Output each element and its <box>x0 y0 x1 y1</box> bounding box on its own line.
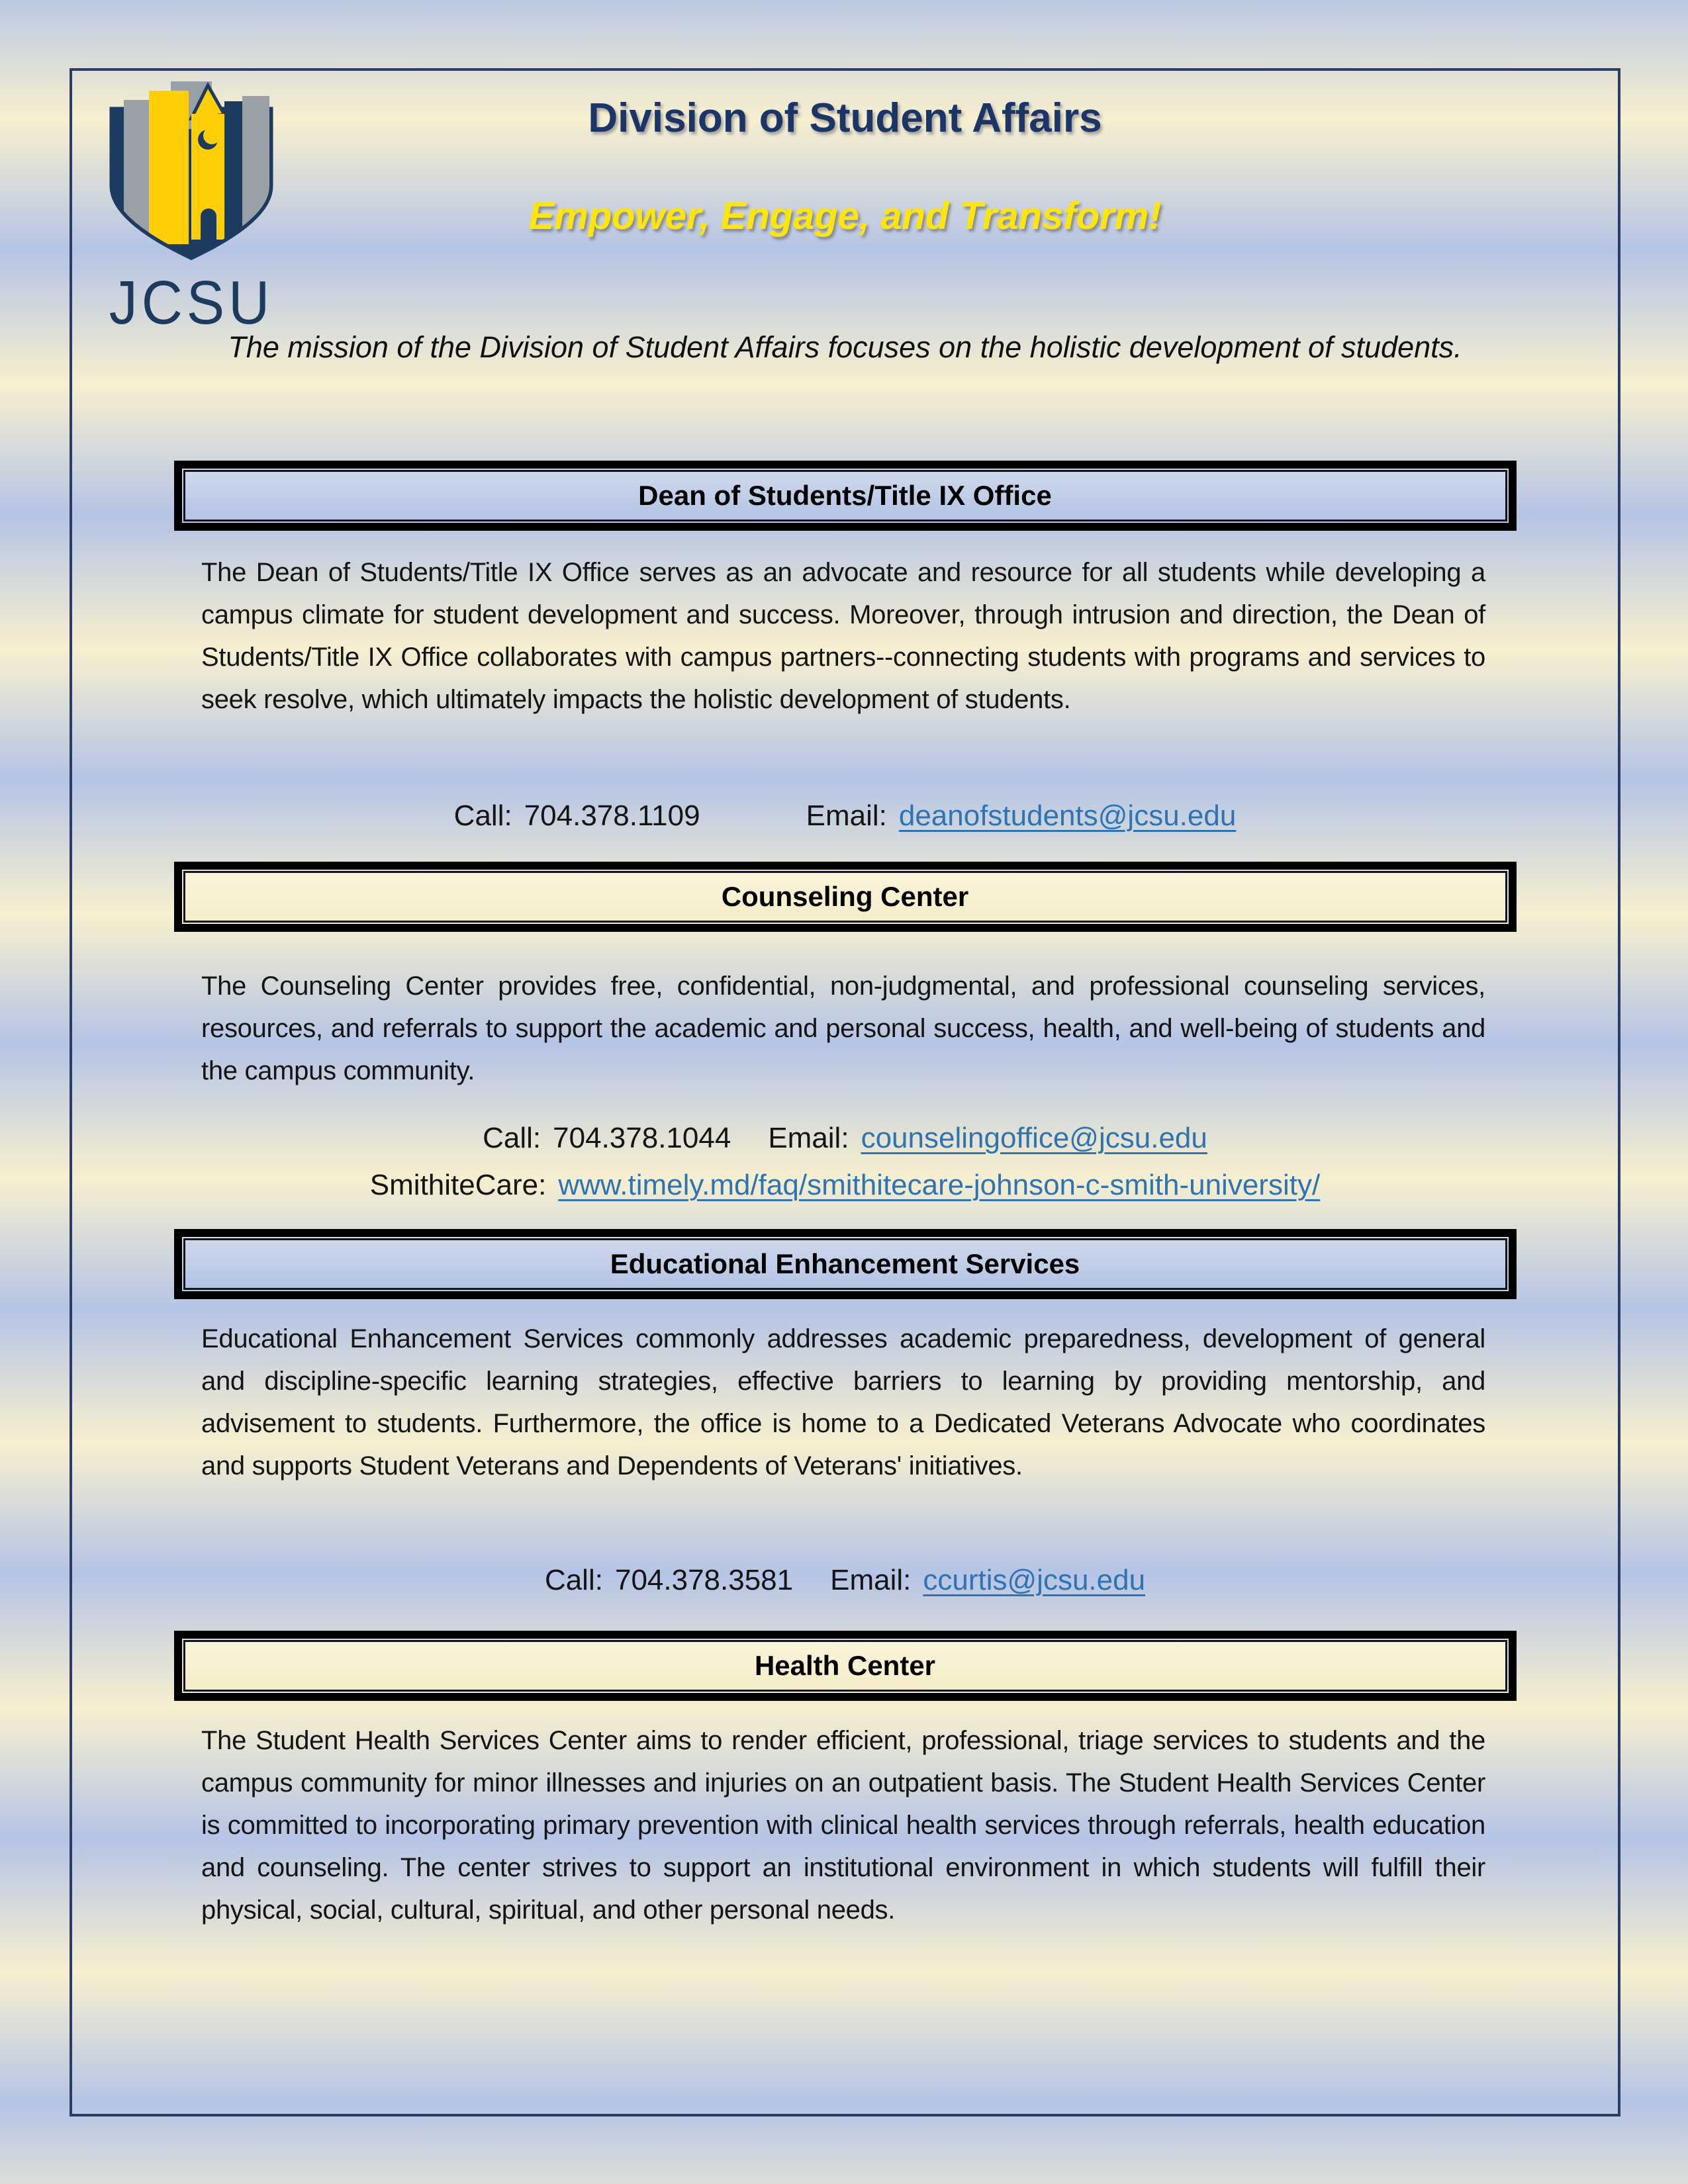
section-title: Dean of Students/Title IX Office <box>183 470 1507 522</box>
phone-number: 704.378.1109 <box>524 799 700 832</box>
contact-line-counseling-center <box>72 1117 1618 1160</box>
section-body-health-center: The Student Health Services Center aims to render efficient, professional, triage services to students and the campus community for minor illnesses and injuries on an outpatient basis. The Student Health Services Center is committed to incorporating primary prevention with clinical health services through referrals, health education and counseling. The center strives to support an institutional environment in which students will fulfill their physical, social, cultural, spiritual, and other personal needs. <box>201 1726 1485 1925</box>
section-header-health-center <box>72 1631 1618 1701</box>
smithitecare-line <box>72 1164 1618 1206</box>
section-body-dean-of-students: The Dean of Students/Title IX Office serves as an advocate and resource for all students while developing a campus climate for student development and success. Moreover, through intrusion and direction, the Dean of Students/Title IX Office collaborates with campus partners--connecting students with programs and services to seek resolve, which ultimately impacts the holistic development of students. <box>201 558 1485 714</box>
page-title: Division of Student Affairs <box>588 95 1102 141</box>
section-title: Health Center <box>183 1640 1507 1692</box>
section-header-educational-enhancement <box>72 1229 1618 1299</box>
jcsu-wordmark: JCSU <box>109 269 274 338</box>
email-link-dean-of-students[interactable]: deanofstudents@jcsu.edu <box>898 799 1237 832</box>
email-link-educational-enhancement[interactable]: ccurtis@jcsu.edu <box>923 1564 1146 1596</box>
smithitecare-link[interactable]: www.timely.md/faq/smithitecare-johnson-c-smith-university/ <box>558 1169 1321 1201</box>
page-border <box>70 68 1620 2116</box>
section-title: Educational Enhancement Services <box>183 1238 1507 1290</box>
call-label: Call: <box>544 1564 603 1596</box>
section-header-dean-of-students <box>72 461 1618 531</box>
section-body-educational-enhancement: Educational Enhancement Services commonly addresses academic preparedness, development of general and discipline-specific learning strategies, effective barriers to learning by providing mentorship, and advisement to students. Furthermore, the office is home to a Dedicated Veterans Advocate who coordinates and supports Student Veterans and Dependents of Veterans' initiatives. <box>201 1324 1485 1480</box>
tagline: Empower, Engage, and Transform! <box>528 195 1162 238</box>
email-label: Email: <box>768 1122 849 1154</box>
contact-line-educational-enhancement <box>72 1559 1618 1602</box>
email-label: Email: <box>806 799 887 832</box>
phone-number: 704.378.3581 <box>614 1564 794 1596</box>
call-label: Call: <box>483 1122 541 1154</box>
smithitecare-label: SmithiteCare: <box>369 1169 547 1201</box>
email-label: Email: <box>830 1564 912 1596</box>
mission-statement: The mission of the Division of Student Affairs focuses on the holistic development of students. <box>228 330 1462 364</box>
section-body-counseling-center: The Counseling Center provides free, confidential, non-judgmental, and professional counseling services, resources, and referrals to support the academic and personal success, health, and well-being of students and the campus community. <box>201 972 1485 1085</box>
call-label: Call: <box>453 799 512 832</box>
contact-line-dean-of-students <box>72 795 1618 837</box>
section-header-counseling-center <box>72 862 1618 932</box>
phone-number: 704.378.1044 <box>553 1122 731 1154</box>
email-link-counseling-center[interactable]: counselingoffice@jcsu.edu <box>861 1122 1207 1154</box>
section-title: Counseling Center <box>183 871 1507 923</box>
